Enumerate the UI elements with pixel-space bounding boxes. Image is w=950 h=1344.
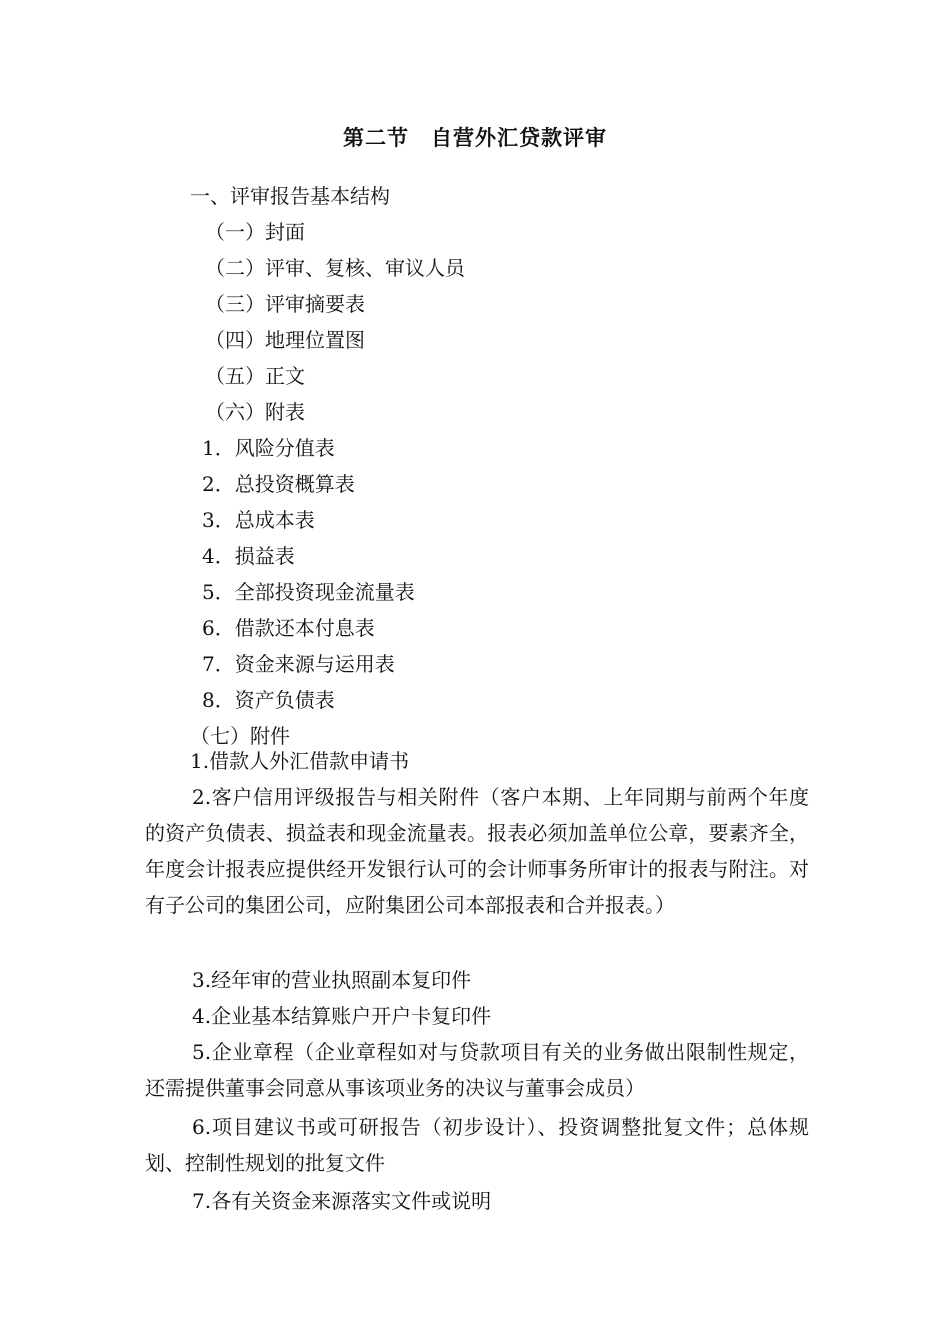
section-item: （六）附表	[205, 400, 305, 424]
attachment-text: 2.客户信用评级报告与相关附件（客户本期、上年同期与前两个年度的资产负债表、损益表和现金流量表。报表必须加盖单位公章，要素齐全，年度会计报表应提供经开发银行认可的会计师事务所审计的报表与附注。对有子公司的集团公司，应附集团公司本部报表和合并报表。）	[145, 785, 809, 917]
attachments-heading: （七）附件	[190, 724, 290, 748]
schedule-item: 8．资产负债表	[202, 688, 335, 712]
schedule-item: 5．全部投资现金流量表	[202, 580, 415, 604]
attachment-paragraph	[145, 998, 809, 1034]
attachment-paragraph	[145, 1109, 809, 1181]
attachment-item: 1.借款人外汇借款申请书	[190, 749, 410, 773]
attachment-text: 4.企业基本结算账户开户卡复印件	[192, 1004, 492, 1028]
attachment-paragraph	[145, 779, 809, 923]
schedule-item: 7．资金来源与运用表	[202, 652, 395, 676]
schedule-item: 4．损益表	[202, 544, 295, 568]
attachment-paragraph	[145, 962, 809, 998]
attachment-text: 5.企业章程（企业章程如对与贷款项目有关的业务做出限制性规定，还需提供董事会同意从事该项业务的决议与董事会成员）	[145, 1040, 809, 1100]
schedule-item: 6．借款还本付息表	[202, 616, 375, 640]
schedule-item: 2．总投资概算表	[202, 472, 355, 496]
section-item: （二）评审、复核、审议人员	[205, 256, 465, 280]
attachment-paragraph	[145, 1034, 809, 1106]
attachment-text: 7.各有关资金来源落实文件或说明	[192, 1189, 492, 1213]
attachment-paragraph	[145, 1183, 809, 1219]
section-item: （四）地理位置图	[205, 328, 365, 352]
schedule-item: 1．风险分值表	[202, 436, 335, 460]
attachment-text: 3.经年审的营业执照副本复印件	[192, 968, 472, 992]
heading-report-structure: 一、评审报告基本结构	[190, 184, 390, 208]
attachment-text: 6.项目建议书或可研报告（初步设计）、投资调整批复文件；总体规划、控制性规划的批复文件	[145, 1115, 809, 1175]
section-item: （三）评审摘要表	[205, 292, 365, 316]
section-item: （五）正文	[205, 364, 305, 388]
schedule-item: 3．总成本表	[202, 508, 315, 532]
section-title: 第二节 自营外汇贷款评审	[343, 125, 607, 150]
section-item: （一）封面	[205, 220, 305, 244]
